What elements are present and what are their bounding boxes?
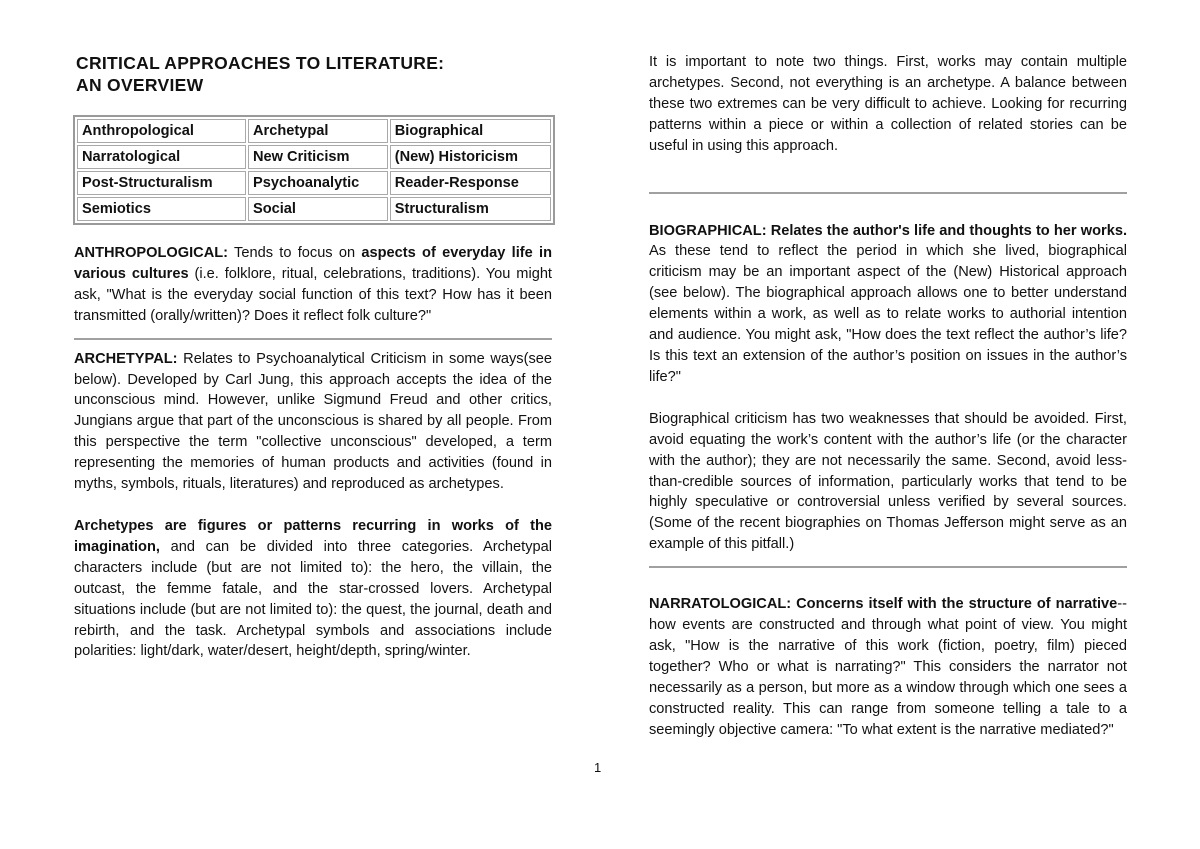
table-cell: Social: [248, 197, 388, 221]
paragraph-text: Tends to focus on: [228, 245, 362, 261]
table-row: [77, 197, 551, 221]
table-row: [77, 171, 551, 195]
archetypal-paragraph: [74, 349, 552, 495]
table-row: [77, 119, 551, 143]
table-cell: Archetypal: [248, 119, 388, 143]
left-column: [74, 52, 552, 662]
table-cell: Narratological: [77, 145, 246, 169]
section-divider: [74, 338, 552, 340]
right-column: [649, 52, 1127, 740]
table-cell: Semiotics: [77, 197, 246, 221]
paragraph-text: Relates to Psychoanalytical Criticism in some ways(see below). Developed by Carl Jung, this approach accepts the idea of the unconscious mind. However, unlike Sigmund Freud and other critics, Jungians argue that part of the unconscious is shared by all people. From this perspective the term "collective unconscious" developed, a term representing the memories of human products and activities (found in myths, symbols, rituals, literatures) and reproduced as archetypes.: [74, 350, 552, 493]
table-cell: Psychoanalytic: [248, 171, 388, 195]
biographical-weaknesses-paragraph: Biographical criticism has two weaknesses that should be avoided. First, avoid equating the work’s content with the author’s life (or the character with the author); they are not necessarily the same. Second, avoid less-than-credible sources of information, particularly works that tend to be highly speculative or controversial unless verified by several sources. (Some of the recent biographies on Thomas Jefferson might serve as an example of this pitfall.): [649, 410, 1127, 553]
section-divider: [649, 566, 1127, 568]
title-line-2: AN OVERVIEW: [76, 75, 204, 95]
table-cell: (New) Historicism: [390, 145, 551, 169]
table-cell: Post-Structuralism: [77, 171, 246, 195]
paragraph-text: --how events are constructed and through what point of view. You might ask, "How is the narrative of this work (fiction, poetry, film) pieced together? Who or what is narrating?" This considers the narrator not necessarily as a person, but more as a window through which one sees a constructed reality. This can range from someone telling a tale to a seemingly objective camera: "To what extent is the narrative mediated?": [649, 596, 1127, 738]
biographical-paragraph: [649, 221, 1127, 388]
archetypes-paragraph: [74, 516, 552, 662]
approaches-table: [73, 115, 555, 225]
table-cell: Anthropological: [77, 119, 246, 143]
table-row: [77, 145, 551, 169]
narratological-heading: NARRATOLOGICAL: Concerns itself with the structure of narrative: [649, 596, 1118, 613]
section-divider: [649, 192, 1127, 194]
table-cell: Structuralism: [390, 197, 551, 221]
paragraph-text: As these tend to reflect the period in which she lived, biographical criticism may be an important aspect of the (New) Historical approach (see below). The biographical approach allows one to better understand elements within a work, as well as to relate works to authorial intention and audience. You might ask, "How does the text reflect the author’s life? Is this text an extension of the author’s position on issues in the author’s life?": [649, 243, 1127, 385]
archetypes-note-paragraph: It is important to note two things. First, works may contain multiple archetypes. Second, not everything is an archetype. A balance between these two extremes can be very difficult to achieve. Looking for recurring patterns within a piece or within a collection of related stories can be useful in using this approach.: [649, 54, 1127, 154]
narratological-paragraph: [649, 594, 1127, 740]
paragraph-text: (i.e. folklore, ritual, celebrations, traditions). You might ask, "What is the everyday social function of this text? How has it been transmitted (orally/written)? Does it reflect folk culture?": [74, 265, 552, 324]
emphasis-text: Archetypes are figures or patterns recurring in works of the imagination,: [74, 517, 552, 555]
anthropological-paragraph: [74, 243, 552, 327]
title-line-1: CRITICAL APPROACHES TO LITERATURE:: [76, 53, 445, 73]
table-cell: Biographical: [390, 119, 551, 143]
emphasis-text: aspects of everyday life in various cultures: [74, 245, 552, 282]
page-title: [76, 52, 552, 96]
page-number: 1: [594, 760, 602, 775]
archetypal-heading: ARCHETYPAL:: [74, 350, 178, 367]
anthropological-heading: ANTHROPOLOGICAL:: [74, 245, 229, 261]
paragraph-text: and can be divided into three categories. Archetypal characters include (but are not limited to): the hero, the villain, the outcast, the femme fatale, and the star-crossed lovers. Archetypal situations include (but are not limited to): the quest, the journal, death and rebirth, and the task. Archetypal symbols and associations include polarities: light/dark, water/desert, height/depth, spring/winter.: [74, 538, 552, 660]
table-cell: New Criticism: [248, 145, 388, 169]
biographical-heading: BIOGRAPHICAL: Relates the author's life and thoughts to her works.: [649, 222, 1127, 239]
table-cell: Reader-Response: [390, 171, 551, 195]
